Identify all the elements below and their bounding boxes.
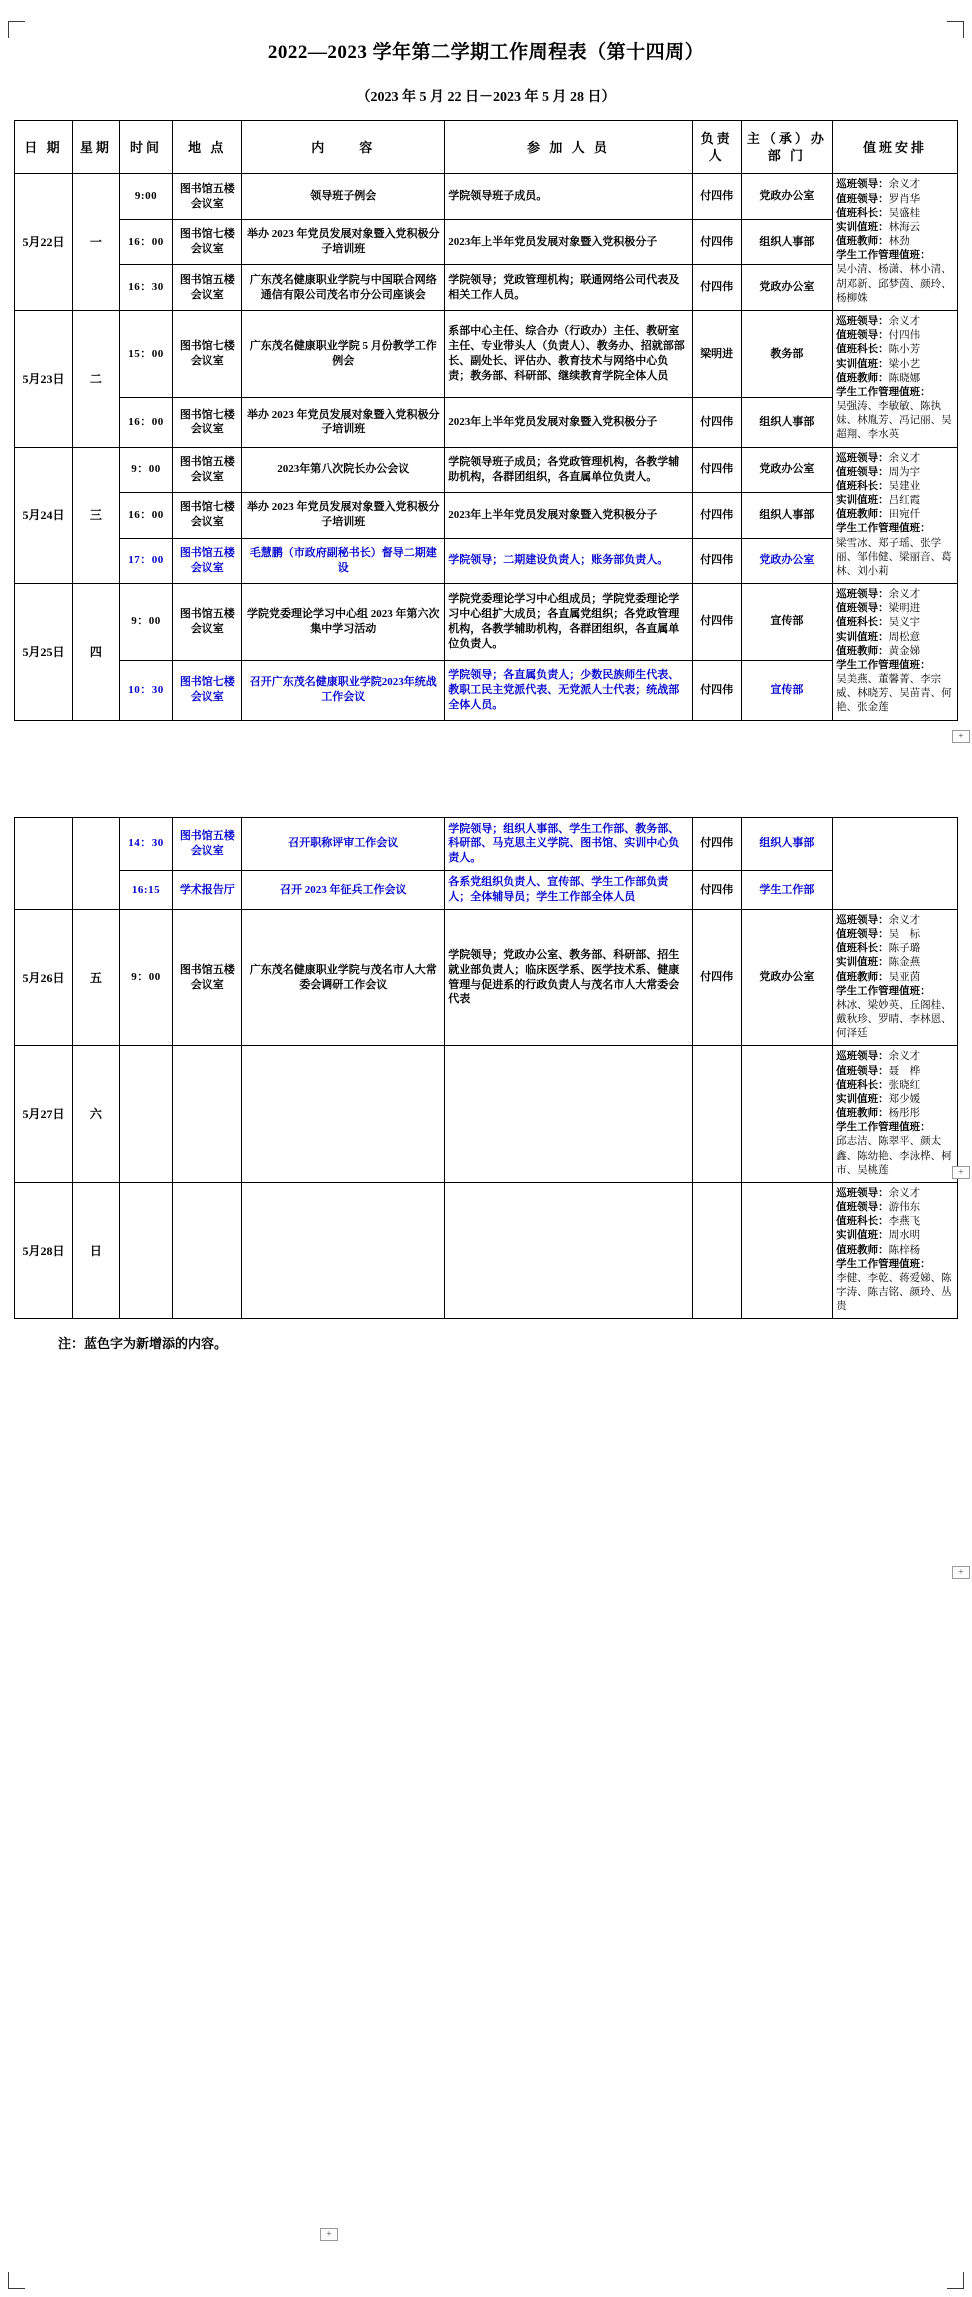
duty-line bbox=[836, 1050, 954, 1064]
table-body-page2 bbox=[15, 817, 958, 1319]
column-header-week: 星期 bbox=[72, 121, 119, 174]
duty-role-person: 杨彤彤 bbox=[888, 1108, 921, 1120]
duty-role-label: 实训值班： bbox=[836, 957, 889, 969]
duty-role-label: 巡班领导： bbox=[836, 315, 889, 327]
table-row bbox=[15, 1182, 958, 1319]
duty-line bbox=[836, 1187, 954, 1201]
duty-role-label: 巡班领导： bbox=[836, 452, 889, 464]
duty-line bbox=[836, 971, 954, 985]
cell-place: 图书馆五楼会议室 bbox=[173, 817, 242, 871]
cell-dept: 组织人事部 bbox=[741, 219, 832, 265]
duty-line bbox=[836, 1258, 954, 1272]
cell-dept: 组织人事部 bbox=[741, 817, 832, 871]
cell-dept bbox=[741, 1182, 832, 1319]
duty-role-label: 值班科长： bbox=[836, 344, 889, 356]
duty-role-label: 值班教师： bbox=[836, 1244, 889, 1256]
cell-week: 二 bbox=[72, 310, 119, 447]
table-row bbox=[15, 538, 958, 584]
duty-line bbox=[836, 249, 954, 263]
duty-line bbox=[836, 999, 954, 1042]
cell-time: 10：30 bbox=[119, 660, 173, 720]
column-header-people: 参 加 人 员 bbox=[445, 121, 692, 174]
cell-content bbox=[242, 1046, 445, 1183]
table-row bbox=[15, 584, 958, 661]
cell-week: 五 bbox=[72, 909, 119, 1046]
column-header-date: 日 期 bbox=[15, 121, 73, 174]
cell-people: 学院领导；二期建设负责人；账务部负责人。 bbox=[445, 538, 692, 584]
cell-time: 14：30 bbox=[119, 817, 173, 871]
duty-role-label: 值班领导： bbox=[836, 603, 889, 615]
cell-time: 9:00 bbox=[119, 174, 173, 220]
cell-date: 5月25日 bbox=[15, 584, 73, 721]
cell-place: 学术报告厅 bbox=[173, 871, 242, 910]
duty-line bbox=[836, 235, 954, 249]
duty-role-label: 值班教师： bbox=[836, 971, 889, 983]
table-header bbox=[15, 121, 958, 174]
column-header-content: 内 容 bbox=[242, 121, 445, 174]
column-header-place: 地 点 bbox=[173, 121, 242, 174]
duty-line bbox=[836, 221, 954, 235]
duty-role-person: 林劲 bbox=[888, 236, 910, 248]
cell-owner: 付四伟 bbox=[692, 871, 741, 910]
cell-week bbox=[72, 817, 119, 909]
cell-place: 图书馆五楼会议室 bbox=[173, 584, 242, 661]
duty-line bbox=[836, 207, 954, 221]
duty-line bbox=[836, 343, 954, 357]
cell-time: 9：00 bbox=[119, 447, 173, 493]
duty-line bbox=[836, 480, 954, 494]
page-subtitle: （2023 年 5 月 22 日－2023 年 5 月 28 日） bbox=[356, 90, 616, 106]
page-resize-handle-right-2[interactable]: + bbox=[952, 1166, 970, 1179]
duty-line bbox=[836, 928, 954, 942]
duty-role-person: 吴建业 bbox=[888, 480, 921, 492]
cell-dept: 党政办公室 bbox=[741, 538, 832, 584]
cell-dept: 党政办公室 bbox=[741, 174, 832, 220]
cell-owner bbox=[692, 1182, 741, 1319]
cell-owner: 付四伟 bbox=[692, 398, 741, 447]
duty-role-person: 余义才 bbox=[888, 589, 921, 601]
cell-content: 广东茂名健康职业学院与中国联合网络通信有限公司茂名市分公司座谈会 bbox=[242, 265, 445, 311]
duty-role-person: 吴盛桂 bbox=[888, 207, 921, 219]
duty-role-label: 实训值班： bbox=[836, 1230, 889, 1242]
duty-role-label: 值班领导： bbox=[836, 466, 889, 478]
table-row bbox=[15, 447, 958, 493]
cell-place: 图书馆七楼会议室 bbox=[173, 219, 242, 265]
cell-people: 各系党组织负责人、宣传部、学生工作部负责人；全体辅导员；学生工作部全体人员 bbox=[445, 871, 692, 910]
duty-role-person: 陈金燕 bbox=[888, 957, 921, 969]
duty-line bbox=[836, 588, 954, 602]
cell-date: 5月24日 bbox=[15, 447, 73, 584]
cell-content: 召开广东茂名健康职业学院2023年统战工作会议 bbox=[242, 660, 445, 720]
duty-line bbox=[836, 508, 954, 522]
duty-role-person: 黄金娣 bbox=[888, 645, 921, 657]
cell-week: 三 bbox=[72, 447, 119, 584]
cell-time: 9：00 bbox=[119, 584, 173, 661]
cell-owner: 付四伟 bbox=[692, 660, 741, 720]
cell-people: 学院领导；组织人事部、学生工作部、教务部、科研部、马克思主义学院、图书馆、实训中心负责人。 bbox=[445, 817, 692, 871]
duty-role-label: 实训值班： bbox=[836, 358, 889, 370]
cell-time: 16:15 bbox=[119, 871, 173, 910]
cell-owner: 付四伟 bbox=[692, 493, 741, 539]
cell-place: 图书馆五楼会议室 bbox=[173, 265, 242, 311]
duty-role-person: 梁明进 bbox=[888, 603, 921, 615]
duty-arrangement-cell bbox=[833, 310, 958, 447]
cell-people: 学院领导班子成员。 bbox=[445, 174, 692, 220]
duty-student-names: 吴小清、杨潇、林小清、胡邓新、邱梦茵、颜玲、杨柳姝 bbox=[836, 264, 952, 304]
duty-role-person: 余义才 bbox=[888, 1051, 921, 1063]
cell-place: 图书馆五楼会议室 bbox=[173, 538, 242, 584]
cell-people bbox=[445, 1182, 692, 1319]
duty-role-label: 值班教师： bbox=[836, 645, 889, 657]
duty-role-label: 实训值班： bbox=[836, 495, 889, 507]
duty-role-label: 值班科长： bbox=[836, 207, 889, 219]
cell-place: 图书馆七楼会议室 bbox=[173, 660, 242, 720]
duty-role-person: 郑少媛 bbox=[888, 1093, 921, 1105]
duty-role-person: 余义才 bbox=[888, 914, 921, 926]
cell-week: 四 bbox=[72, 584, 119, 721]
duty-role-label: 学生工作管理值班： bbox=[836, 250, 931, 262]
cell-owner: 付四伟 bbox=[692, 219, 741, 265]
cell-owner: 梁明进 bbox=[692, 310, 741, 397]
cell-dept: 党政办公室 bbox=[741, 265, 832, 311]
cell-content: 举办 2023 年党员发展对象暨入党积极分子培训班 bbox=[242, 398, 445, 447]
cell-time: 16：00 bbox=[119, 398, 173, 447]
duty-line bbox=[836, 1093, 954, 1107]
duty-line bbox=[836, 537, 954, 580]
cell-week: 一 bbox=[72, 174, 119, 311]
duty-line bbox=[836, 1065, 954, 1079]
cell-owner: 付四伟 bbox=[692, 447, 741, 493]
duty-role-label: 学生工作管理值班： bbox=[836, 659, 931, 671]
duty-line bbox=[836, 985, 954, 999]
duty-line bbox=[836, 1244, 954, 1258]
cell-date bbox=[15, 817, 73, 909]
column-header-duty: 值班安排 bbox=[833, 121, 958, 174]
duty-line bbox=[836, 1229, 954, 1243]
duty-line bbox=[836, 1215, 954, 1229]
table-row bbox=[15, 174, 958, 220]
duty-role-label: 值班教师： bbox=[836, 509, 889, 521]
cell-week: 日 bbox=[72, 1182, 119, 1319]
cell-content: 召开职称评审工作会议 bbox=[242, 817, 445, 871]
column-header-dept: 主（承）办部 门 bbox=[741, 121, 832, 174]
cell-dept: 宣传部 bbox=[741, 660, 832, 720]
duty-line bbox=[836, 914, 954, 928]
duty-role-label: 学生工作管理值班： bbox=[836, 386, 931, 398]
duty-line bbox=[836, 956, 954, 970]
duty-role-label: 巡班领导： bbox=[836, 1187, 889, 1199]
duty-role-label: 实训值班： bbox=[836, 631, 889, 643]
duty-role-label: 值班科长： bbox=[836, 617, 889, 629]
cell-content: 学院党委理论学习中心组 2023 年第六次集中学习活动 bbox=[242, 584, 445, 661]
cell-place: 图书馆七楼会议室 bbox=[173, 493, 242, 539]
cell-dept: 党政办公室 bbox=[741, 909, 832, 1046]
cell-content: 广东茂名健康职业学院 5 月份教学工作例会 bbox=[242, 310, 445, 397]
duty-line bbox=[836, 386, 954, 400]
duty-line bbox=[836, 1079, 954, 1093]
cell-date: 5月27日 bbox=[15, 1046, 73, 1183]
duty-line bbox=[836, 315, 954, 329]
duty-line bbox=[836, 494, 954, 508]
crop-mark-bottom-left bbox=[8, 2272, 25, 2289]
duty-role-person: 吴义宇 bbox=[888, 617, 921, 629]
cell-place: 图书馆七楼会议室 bbox=[173, 398, 242, 447]
cell-owner: 付四伟 bbox=[692, 538, 741, 584]
duty-role-person: 陈晓娜 bbox=[888, 372, 921, 384]
cell-place bbox=[173, 1182, 242, 1319]
duty-role-label: 巡班领导： bbox=[836, 179, 889, 191]
duty-role-person: 罗肖华 bbox=[888, 193, 921, 205]
duty-role-person: 吴亚茵 bbox=[888, 971, 921, 983]
cell-time: 16：00 bbox=[119, 219, 173, 265]
duty-role-label: 值班教师： bbox=[836, 236, 889, 248]
duty-role-label: 值班领导： bbox=[836, 929, 889, 941]
duty-role-label: 值班领导： bbox=[836, 193, 889, 205]
duty-role-label: 巡班领导： bbox=[836, 589, 889, 601]
cell-time: 15：00 bbox=[119, 310, 173, 397]
duty-line bbox=[836, 616, 954, 630]
duty-role-person: 游伟东 bbox=[888, 1202, 921, 1214]
cell-owner: 付四伟 bbox=[692, 265, 741, 311]
cell-content bbox=[242, 1182, 445, 1319]
table-header-row bbox=[15, 121, 958, 174]
duty-role-person: 周水明 bbox=[888, 1230, 921, 1242]
page-title: 2022—2023 学年第二学期工作周程表（第十四周） bbox=[267, 41, 705, 63]
footer-note: 注：蓝色字为新增添的内容。 bbox=[58, 1336, 228, 1352]
duty-role-label: 值班领导： bbox=[836, 1065, 889, 1077]
duty-role-label: 实训值班： bbox=[836, 221, 889, 233]
cell-dept: 组织人事部 bbox=[741, 398, 832, 447]
duty-arrangement-cell bbox=[833, 447, 958, 584]
duty-line bbox=[836, 942, 954, 956]
cell-date: 5月22日 bbox=[15, 174, 73, 311]
duty-role-label: 值班教师： bbox=[836, 1108, 889, 1120]
cell-people: 2023年上半年党员发展对象暨入党积极分子 bbox=[445, 219, 692, 265]
duty-line bbox=[836, 466, 954, 480]
duty-line bbox=[836, 645, 954, 659]
cell-content: 领导班子例会 bbox=[242, 174, 445, 220]
duty-arrangement-cell bbox=[833, 1182, 958, 1319]
duty-role-person: 余义才 bbox=[888, 452, 921, 464]
crop-mark-bottom-right bbox=[947, 2272, 964, 2289]
table-row bbox=[15, 398, 958, 447]
cell-week: 六 bbox=[72, 1046, 119, 1183]
duty-line bbox=[836, 329, 954, 343]
cell-owner: 付四伟 bbox=[692, 174, 741, 220]
page-resize-handle-right-3[interactable]: + bbox=[952, 1566, 970, 1579]
cell-dept: 学生工作部 bbox=[741, 871, 832, 910]
duty-role-person: 余义才 bbox=[888, 1187, 921, 1199]
cell-owner: 付四伟 bbox=[692, 584, 741, 661]
duty-line bbox=[836, 178, 954, 192]
cell-owner: 付四伟 bbox=[692, 817, 741, 871]
duty-role-person: 梁小艺 bbox=[888, 358, 921, 370]
duty-role-label: 值班教师： bbox=[836, 372, 889, 384]
cell-time: 9：00 bbox=[119, 909, 173, 1046]
duty-role-label: 实训值班： bbox=[836, 1093, 889, 1105]
duty-role-person: 田宛仟 bbox=[888, 509, 921, 521]
schedule-table-page2 bbox=[14, 817, 958, 1320]
cell-people bbox=[445, 1046, 692, 1183]
duty-role-person: 聂 桦 bbox=[888, 1065, 921, 1077]
duty-student-names: 李健、李乾、蒋爱娣、陈字涛、陈吉铭、颜玲、丛贵 bbox=[836, 1272, 952, 1313]
duty-line bbox=[836, 1272, 954, 1315]
schedule-table-wrapper bbox=[0, 120, 972, 720]
duty-line bbox=[836, 522, 954, 536]
cell-time: 17：00 bbox=[119, 538, 173, 584]
page-break-gap bbox=[0, 721, 972, 817]
duty-line bbox=[836, 193, 954, 207]
duty-arrangement-cell bbox=[833, 909, 958, 1046]
cell-dept bbox=[741, 1046, 832, 1183]
cell-date: 5月28日 bbox=[15, 1182, 73, 1319]
duty-student-names: 吴美燕、董馨菁、李宗威、林晓芳、吴苗青、何艳、张金莲 bbox=[836, 674, 952, 714]
duty-role-label: 值班科长： bbox=[836, 480, 889, 492]
table-row bbox=[15, 1046, 958, 1183]
duty-line bbox=[836, 452, 954, 466]
cell-time bbox=[119, 1182, 173, 1319]
duty-line bbox=[836, 1121, 954, 1135]
cell-dept: 宣传部 bbox=[741, 584, 832, 661]
duty-role-person: 吴 标 bbox=[888, 929, 921, 941]
duty-line bbox=[836, 1107, 954, 1121]
cell-content: 广东茂名健康职业学院与茂名市人大常委会调研工作会议 bbox=[242, 909, 445, 1046]
duty-arrangement-cell bbox=[833, 1046, 958, 1183]
duty-arrangement-cell bbox=[833, 817, 958, 909]
duty-role-person: 李燕飞 bbox=[888, 1216, 921, 1228]
duty-student-names: 梁雪冰、郑子瑶、张学丽、邹伟健、梁丽音、葛林、刘小莉 bbox=[836, 537, 952, 577]
duty-line bbox=[836, 659, 954, 673]
duty-role-label: 巡班领导： bbox=[836, 914, 889, 926]
duty-role-person: 陈子璐 bbox=[888, 943, 921, 955]
duty-role-label: 值班科长： bbox=[836, 1079, 889, 1091]
duty-line bbox=[836, 400, 954, 443]
cell-date: 5月26日 bbox=[15, 909, 73, 1046]
table-row bbox=[15, 493, 958, 539]
table-row bbox=[15, 660, 958, 720]
duty-role-label: 值班领导： bbox=[836, 330, 889, 342]
duty-student-names: 邱志洁、陈翠平、颜太鑫、陈幼艳、李泳桦、柯市、吴桃莲 bbox=[836, 1136, 952, 1176]
duty-role-label: 学生工作管理值班： bbox=[836, 985, 931, 997]
cell-people: 2023年上半年党员发展对象暨入党积极分子 bbox=[445, 493, 692, 539]
cell-content: 举办 2023 年党员发展对象暨入党积极分子培训班 bbox=[242, 493, 445, 539]
duty-role-person: 张晓红 bbox=[888, 1079, 921, 1091]
cell-people: 系部中心主任、综合办（行政办）主任、教研室主任、专业带头人（负责人）、教务办、招就部部长、副处长、评估办、教育技术与网络中心负责；教务部、科研部、继续教育学院全体人员 bbox=[445, 310, 692, 397]
duty-line bbox=[836, 631, 954, 645]
cell-time: 16：00 bbox=[119, 493, 173, 539]
duty-line bbox=[836, 372, 954, 386]
table-row bbox=[15, 871, 958, 910]
cell-date: 5月23日 bbox=[15, 310, 73, 447]
cell-place bbox=[173, 1046, 242, 1183]
cell-dept: 教务部 bbox=[741, 310, 832, 397]
cell-place: 图书馆七楼会议室 bbox=[173, 310, 242, 397]
cell-content: 2023年第八次院长办公会议 bbox=[242, 447, 445, 493]
duty-line bbox=[836, 673, 954, 716]
cell-owner: 付四伟 bbox=[692, 909, 741, 1046]
duty-line bbox=[836, 602, 954, 616]
duty-role-label: 学生工作管理值班： bbox=[836, 523, 931, 535]
duty-line bbox=[836, 1201, 954, 1215]
cell-dept: 党政办公室 bbox=[741, 447, 832, 493]
cell-dept: 组织人事部 bbox=[741, 493, 832, 539]
duty-role-person: 周为宇 bbox=[888, 466, 921, 478]
cell-people: 学院党委理论学习中心组成员；学院党委理论学习中心组扩大成员；各直属党组织；各党政管理机构，各教学辅助机构，各群团组织，各直属单位负责人。 bbox=[445, 584, 692, 661]
column-header-time: 时间 bbox=[119, 121, 173, 174]
cell-place: 图书馆五楼会议室 bbox=[173, 909, 242, 1046]
duty-role-person: 吕红霞 bbox=[888, 495, 921, 507]
duty-role-label: 值班领导： bbox=[836, 1202, 889, 1214]
duty-line bbox=[836, 1135, 954, 1178]
duty-role-label: 学生工作管理值班： bbox=[836, 1122, 931, 1134]
cell-time bbox=[119, 1046, 173, 1183]
cell-people: 学院领导；党政管理机构；联通网络公司代表及相关工作人员。 bbox=[445, 265, 692, 311]
duty-role-person: 付四伟 bbox=[888, 330, 921, 342]
cell-people: 学院领导；各直属负责人；少数民族师生代表、教职工民主党派代表、无党派人士代表；统战部全体人员。 bbox=[445, 660, 692, 720]
duty-role-label: 巡班领导： bbox=[836, 1051, 889, 1063]
cell-owner bbox=[692, 1046, 741, 1183]
duty-role-label: 值班科长： bbox=[836, 1216, 889, 1228]
cell-content: 举办 2023 年党员发展对象暨入党积极分子培训班 bbox=[242, 219, 445, 265]
cell-place: 图书馆五楼会议室 bbox=[173, 447, 242, 493]
duty-arrangement-cell bbox=[833, 174, 958, 311]
cell-place: 图书馆五楼会议室 bbox=[173, 174, 242, 220]
table-row bbox=[15, 219, 958, 265]
table-row bbox=[15, 909, 958, 1046]
duty-role-person: 陈梓杨 bbox=[888, 1244, 921, 1256]
page-resize-handle-right-1[interactable]: + bbox=[952, 730, 970, 743]
cell-people: 学院领导班子成员；各党政管理机构，各教学辅助机构，各群团组织，各直属单位负责人。 bbox=[445, 447, 692, 493]
table-row bbox=[15, 817, 958, 871]
table-row bbox=[15, 265, 958, 311]
schedule-page bbox=[0, 13, 972, 2297]
duty-student-names: 吴强涛、李敏敏、陈执妹、林胤芳、冯记丽、吴超翔、李水英 bbox=[836, 401, 952, 441]
duty-line bbox=[836, 358, 954, 372]
duty-role-label: 值班科长： bbox=[836, 943, 889, 955]
table-body-page1 bbox=[15, 174, 958, 720]
duty-role-person: 林海云 bbox=[888, 221, 921, 233]
schedule-table-wrapper-2 bbox=[0, 817, 972, 1320]
column-header-owner: 负责人 bbox=[692, 121, 741, 174]
duty-role-person: 余义才 bbox=[888, 315, 921, 327]
cell-time: 16：30 bbox=[119, 265, 173, 311]
schedule-table-page1 bbox=[14, 120, 958, 720]
duty-role-label: 学生工作管理值班： bbox=[836, 1258, 931, 1270]
cell-people: 学院领导；党政办公室、教务部、科研部、招生就业部负责人；临床医学系、医学技术系、健康管理与促进系的行政负责人与茂名市人大常委会代表 bbox=[445, 909, 692, 1046]
table-row bbox=[15, 310, 958, 397]
duty-role-person: 周松意 bbox=[888, 631, 921, 643]
duty-line bbox=[836, 263, 954, 306]
duty-role-person: 余义才 bbox=[888, 179, 921, 191]
page-resize-handle-bottom[interactable]: + bbox=[320, 2228, 338, 2241]
cell-content: 召开 2023 年征兵工作会议 bbox=[242, 871, 445, 910]
duty-role-person: 陈小芳 bbox=[888, 344, 921, 356]
cell-people: 2023年上半年党员发展对象暨入党积极分子 bbox=[445, 398, 692, 447]
duty-arrangement-cell bbox=[833, 584, 958, 721]
duty-student-names: 林冰、梁妙英、丘阁桂、戴秋珍、罗晴、李林恩、何泽廷 bbox=[836, 999, 952, 1040]
cell-content: 毛慧鹏（市政府副秘书长）督导二期建设 bbox=[242, 538, 445, 584]
